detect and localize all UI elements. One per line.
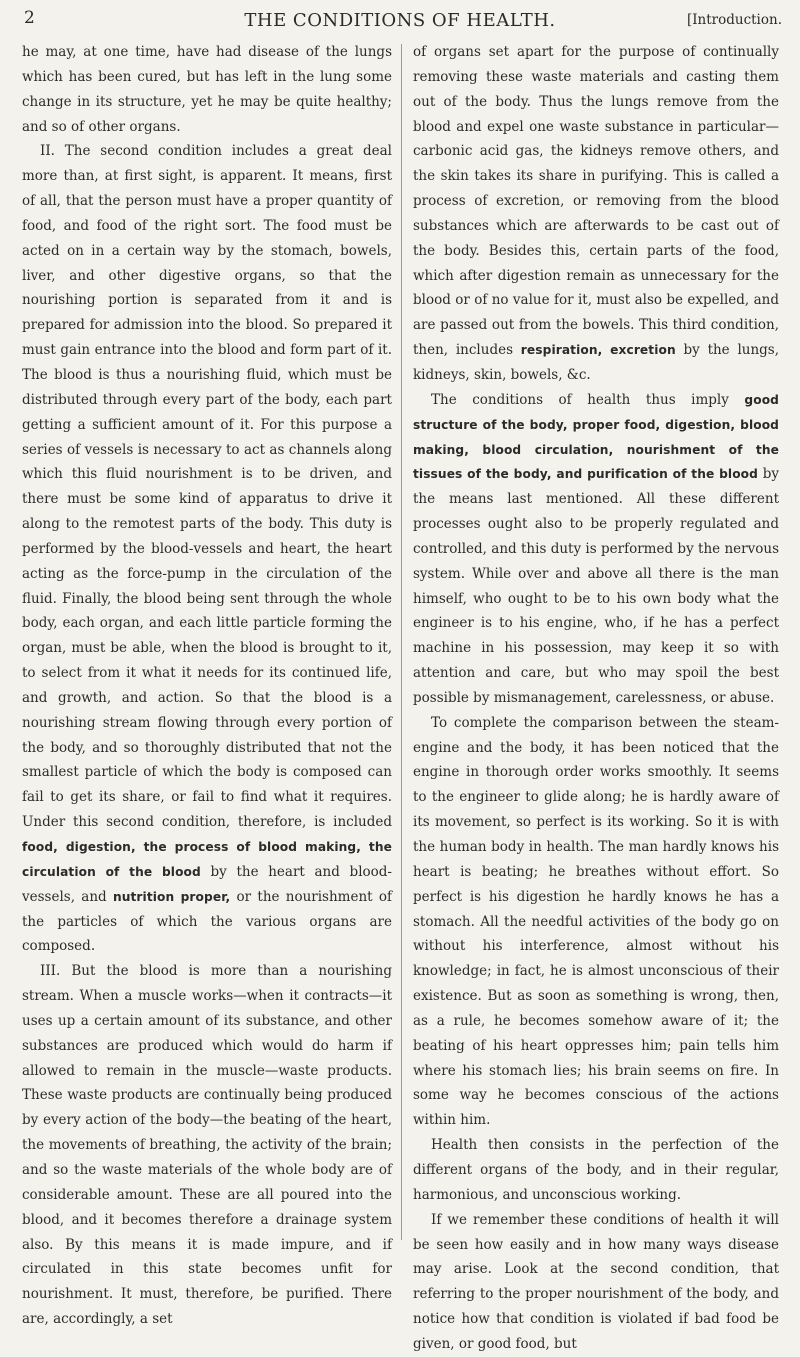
paragraph — [413, 40, 779, 388]
paragraph: To complete the comparison between the steam-engine and the body, it has been noticed that the engine in thorough order works smoothly. It seems to the engineer to glide along; he is hardly aware of its movement, so perfect is its working. So it is with the human body in health. The man hardly knows his heart is beating; he breathes without effort. So perfect is his digestion he hardly knows he has a stomach. All the needful activities of the body go on without his interference, almost without his knowledge; in fact, he is almost unconscious of their existence. But as soon as something is wrong, then, as a rule, he becomes somehow aware of it; the beating of his heart oppresses him; pain tells him where his stomach lies; his brain seems on fire. In some way he becomes conscious of the actions within him. — [413, 714, 779, 1129]
paragraph-text: by the lungs, kidneys, skin, bowels, &c. — [413, 342, 780, 383]
column-divider — [401, 44, 402, 1240]
paragraph — [22, 139, 392, 959]
paragraph-text: by the means last mentioned. All these different processes ought also to be properly regulated and controlled, and this duty is performed by the nervous system. While over and above all there is the man himself, who ought to be to his own body what the engineer is to his engine, who, if he has a perfect machine in his possession, may keep it so with attention and care, but who may spoil the best possible by mismanagement, carelessness, or abuse. — [413, 466, 779, 706]
paragraph — [413, 388, 779, 711]
running-title: THE CONDITIONS OF HEALTH. — [244, 10, 556, 31]
paragraph-text: of organs set apart for the purpose of continually removing these waste materials and casting them out of the body. Thus the lungs remove from the blood and expel one waste substance in particular—carbonic acid gas, the kidneys remove others, and the skin takes its share in purifying. This is called a process of excretion, or removing from the blood substances which are afterwards to be cast out of the body. Besides this, certain parts of the food, which after digestion remain as unnecessary for the blood or of no value for it, must also be expelled, and are passed out from the bowels. This third condition, then, includes — [413, 44, 779, 359]
section-label: [Introduction. — [686, 12, 782, 28]
keyword-phrase: respiration, excretion — [520, 343, 676, 358]
page-number: 2 — [24, 8, 35, 28]
right-column — [413, 40, 779, 1357]
paragraph-text: or the nourishment of the particles of which the various organs are composed. — [22, 888, 392, 955]
paragraph: he may, at one time, have had disease of the lungs which has been cured, but has left in the lung some change in its structure, yet he may be quite healthy; and so of other organs. — [22, 44, 392, 135]
keyword-phrase: good structure of the body, proper food, digestion, blood making, blood circulation, nourishment of the tissues of the body, and purification of the blood — [413, 392, 779, 482]
keyword-phrase: food, digestion, the process of blood making, the circulation of the blood — [22, 840, 392, 879]
left-column — [22, 40, 392, 1332]
paragraph: If we remember these conditions of health it will be seen how easily and in how many ways disease may arise. Look at the second condition, that referring to the proper nourishment of the body, and notice how that condition is violated if bad food be given, or good food, but — [413, 1211, 779, 1352]
paragraph-text: by the heart and blood-vessels, and — [22, 863, 392, 905]
paragraph: Health then consists in the perfection of the different organs of the body, and in their regular, harmonious, and unconscious working. — [413, 1137, 779, 1203]
paragraph-text: The conditions of health thus imply — [431, 391, 729, 408]
paragraph-text: II. The second condition includes a great deal more than, at first sight, is apparent. It means, first of all, that the person must have a proper quantity of food, and food of the right sort. The food must be acted on in a certain way by the stomach, bowels, liver, and other digestive organs, so that the nourishing portion is separated from it and is prepared for admission into the blood. So prepared it must gain entrance into the blood and form part of it. The blood is thus a nourishing fluid, which must be distributed through every part of the body, each part getting a sufficient amount of it. For this purpose a series of vessels is necessary to act as channels along which this fluid nourishment is to be driven, and there must be some kind of apparatus to drive it along to the remotest parts of the body. This duty is performed by the blood-vessels and heart, the heart acting as the force-pump in the circulation of the fluid. Finally, the blood being sent through the whole body, each organ, and each little particle forming the organ, must be able, when the blood is brought to it, to select from it what it needs for its continued life, and growth, and action. So that the blood is a nourishing stream flowing through every portion of the body, and so thoroughly distributed that not the smallest particle of which the body is composed can fail to get its share, or fail to find what it requires. Under this second condition, therefore, is included — [22, 143, 392, 831]
keyword-phrase: nutrition proper, — [112, 889, 231, 904]
paragraph: III. But the blood is more than a nourishing stream. When a muscle works—when it contracts—it uses up a certain amount of its substance, and other substances are produced which would do harm if allowed to remain in the muscle—waste products. These waste products are continually being produced by every action of the body—the beating of the heart, the movements of breathing, the activity of the brain; and so the waste materials of the whole body are of considerable amount. These are all poured into the blood, and it becomes therefore a drainage system also. By this means it is made impure, and if circulated in this state becomes unfit for nourishment. It must, therefore, be purified. There are, accordingly, a set — [22, 963, 392, 1328]
